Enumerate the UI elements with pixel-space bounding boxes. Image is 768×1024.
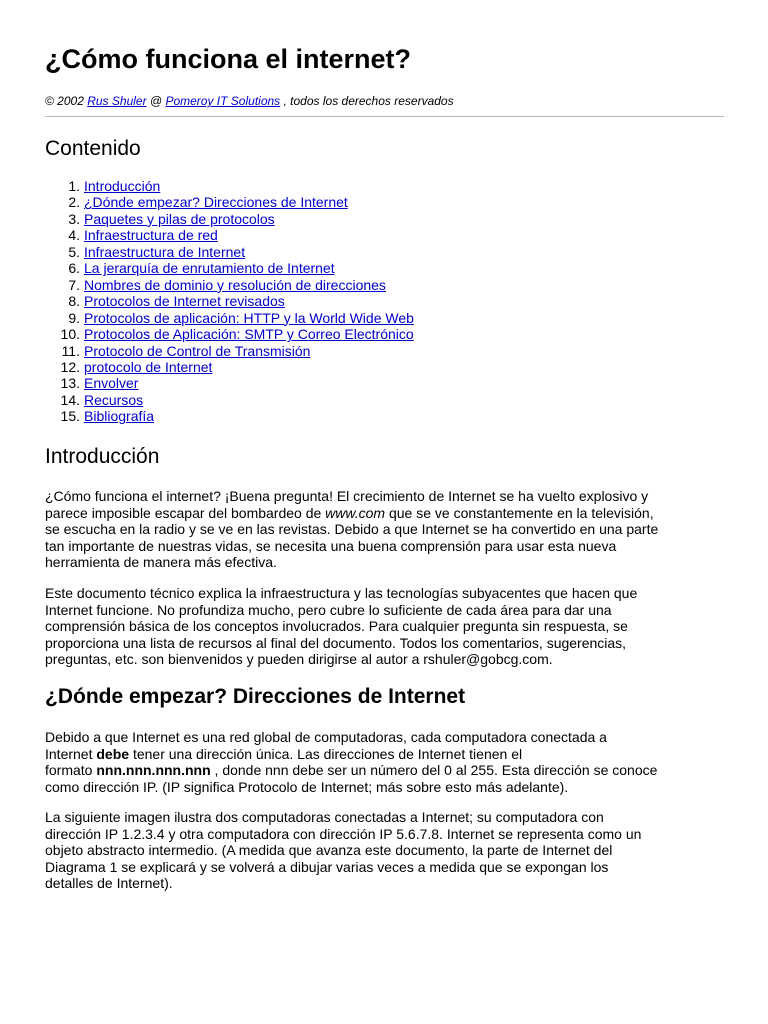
toc-link[interactable]: Paquetes y pilas de protocolos <box>84 210 275 227</box>
toc-item <box>45 293 414 309</box>
text-line: La siguiente imagen ilustra dos computadoras conectadas a Internet; su computadora con <box>45 809 604 825</box>
toc-item <box>45 211 414 227</box>
bold-text: nnn.nnn.nnn.nnn <box>96 762 211 778</box>
toc-item <box>45 260 414 276</box>
bold-text: debe <box>96 745 130 762</box>
text-line: como dirección IP. (IP significa Protocolo de Internet; más sobre esto más adelante). <box>45 778 569 795</box>
toc-number: 5. <box>68 243 80 260</box>
text-segment: parece imposible escapar del bombardeo de <box>45 504 326 521</box>
toc-number: 14. <box>60 391 80 408</box>
text-line: Internet funcione. No profundiza mucho, pero cubre lo suficiente de cada área para dar una <box>45 601 612 618</box>
header-divider <box>45 116 724 117</box>
toc-item <box>45 178 414 194</box>
text-line: detalles de Internet). <box>45 875 173 891</box>
toc-link[interactable]: Protocolos de Aplicación: SMTP y Correo Electrónico <box>84 326 414 343</box>
text-segment: Internet <box>45 745 97 762</box>
toc-item <box>45 227 414 243</box>
text-line: Diagrama 1 se explicará y se volverá a dibujar varias veces a medida que se expongan los <box>45 858 609 875</box>
text-line <box>45 746 735 763</box>
toc-item <box>45 392 414 408</box>
toc-link[interactable]: La jerarquía de enrutamiento de Internet <box>84 260 335 277</box>
toc-number: 3. <box>68 210 80 227</box>
toc-number: 15. <box>60 408 80 425</box>
toc-item <box>45 326 414 342</box>
text-line: Este documento técnico explica la infraestructura y las tecnologías subyacentes que hacen que <box>45 585 638 601</box>
toc-link[interactable]: Protocolos de aplicación: HTTP y la World Wide Web <box>84 309 414 326</box>
intro-paragraph-2 <box>45 585 735 668</box>
intro-paragraph-1 <box>45 488 735 571</box>
toc-number: 4. <box>68 227 80 244</box>
toc-link[interactable]: Bibliografía <box>84 408 155 425</box>
toc-item <box>45 194 414 210</box>
text-line <box>45 505 735 522</box>
byline-suffix: , todos los derechos reservados <box>280 94 454 108</box>
section-2-paragraph-2 <box>45 809 735 892</box>
text-line: Debido a que Internet es una red global de computadoras, cada computadora conectada a <box>45 729 607 745</box>
author-link[interactable]: Rus Shuler <box>87 94 147 108</box>
section-2-paragraph-1 <box>45 729 735 795</box>
contents-heading: Contenido <box>45 137 141 160</box>
emphasis-text: www.com <box>325 504 386 521</box>
toc-link[interactable]: Introducción <box>84 178 161 194</box>
toc-link[interactable]: Protocolo de Control de Transmisión <box>84 342 311 359</box>
toc-number: 8. <box>68 293 80 310</box>
text-segment: , donde nnn debe ser un número del 0 al 255. Esta dirección se conoce <box>210 762 658 778</box>
page-title: ¿Cómo funciona el internet? <box>45 44 412 74</box>
text-line: tan importante de nuestras vidas, se necesita una buena comprensión para usar esta nueva <box>45 537 617 554</box>
toc-item <box>45 310 414 326</box>
toc-item <box>45 244 414 260</box>
text-line: comprensión básica de los conceptos involucrados. Para cualquier pregunta sin respuesta, se <box>45 618 628 634</box>
toc-link[interactable]: Recursos <box>84 391 144 408</box>
text-line: proporciona una lista de recursos al final del documento. Todos los comentarios, sugerencias, <box>45 634 627 651</box>
toc-link[interactable]: Protocolos de Internet revisados <box>84 293 285 310</box>
toc-link[interactable]: Infraestructura de Internet <box>84 243 246 260</box>
toc-link[interactable]: Infraestructura de red <box>84 227 218 244</box>
text-line: preguntas, etc. son bienvenidos y pueden dirigirse al autor a rshuler@gobcg.com. <box>45 651 553 667</box>
toc-item <box>45 375 414 391</box>
toc-link[interactable]: ¿Dónde empezar? Direcciones de Internet <box>84 194 348 211</box>
text-line: ¿Cómo funciona el internet? ¡Buena pregunta! El crecimiento de Internet se ha vuelto explosivo y <box>45 488 649 504</box>
toc-item <box>45 408 414 424</box>
toc-item <box>45 343 414 359</box>
toc-link[interactable]: protocolo de Internet <box>84 358 213 375</box>
company-link[interactable]: Pomeroy IT Solutions <box>165 94 281 108</box>
toc-number: 13. <box>60 375 80 392</box>
toc-link[interactable]: Envolver <box>84 375 139 392</box>
toc-number: 1. <box>68 178 80 194</box>
toc-number: 7. <box>68 276 80 293</box>
toc-number: 6. <box>68 260 80 277</box>
toc-item <box>45 359 414 375</box>
text-segment: que se ve constantemente en la televisión, <box>385 504 654 521</box>
intro-heading: Introducción <box>45 445 160 468</box>
table-of-contents <box>45 178 414 425</box>
text-line: objeto abstracto intermedio. (A medida que avanza este documento, la parte de Internet del <box>45 842 613 858</box>
toc-number: 11. <box>61 342 80 359</box>
toc-number: 12. <box>60 358 80 375</box>
text-line: dirección IP 1.2.3.4 y otra computadora con dirección IP 5.6.7.8. Internet se representa como un <box>45 825 642 842</box>
text-line: se escucha en la radio y se ve en las revistas. Debido a que Internet se ha convertido en una parte <box>45 521 659 537</box>
toc-number: 9. <box>68 309 80 326</box>
byline-prefix: © 2002 <box>45 94 88 108</box>
toc-link[interactable]: Nombres de dominio y resolución de direcciones <box>84 276 386 293</box>
toc-item <box>45 277 414 293</box>
toc-number: 10. <box>60 326 80 343</box>
section-2-heading: ¿Dónde empezar? Direcciones de Internet <box>45 685 466 708</box>
byline-at: @ <box>146 94 166 108</box>
text-segment: tener una dirección única. Las direcciones de Internet tienen el <box>129 745 523 762</box>
toc-number: 2. <box>68 194 80 211</box>
text-segment: formato <box>45 762 97 778</box>
text-line <box>45 762 735 779</box>
byline <box>45 94 454 109</box>
text-line: herramienta de manera más efectiva. <box>45 554 277 570</box>
